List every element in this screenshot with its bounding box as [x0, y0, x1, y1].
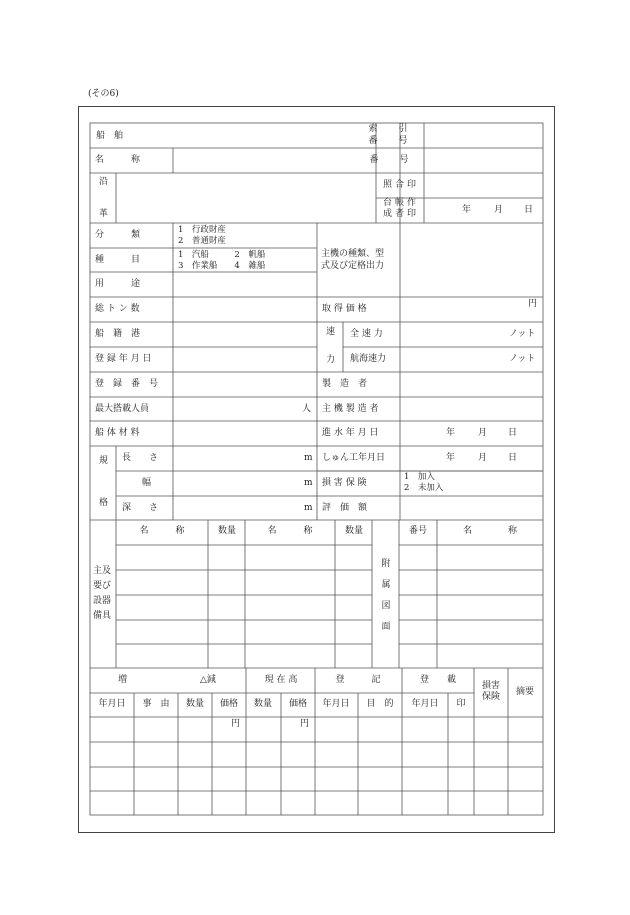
specs-label-1: 規	[99, 456, 109, 466]
gross-tonnage-label: 総 ト ン 数	[95, 304, 140, 314]
type-option-row-1: 1 汽船 2 帆船	[178, 250, 266, 260]
depth-unit: m	[304, 503, 313, 513]
specs-label-2: 格	[99, 498, 109, 508]
max-passengers-label: 最大搭載人員	[95, 404, 150, 414]
date-day-label: 日	[524, 205, 534, 215]
length-label: 長 さ	[122, 453, 159, 463]
form-number-note: (その6)	[88, 89, 119, 99]
yen-unit-2: 円	[300, 719, 310, 729]
ledger-creator-label-2: 成者印	[382, 209, 420, 219]
acquisition-price-unit: 円	[528, 299, 538, 309]
port-of-registry-label: 船 籍 港	[95, 329, 141, 339]
history-label-1: 沿	[99, 177, 109, 187]
equipment-name-header-1: 名 称	[139, 526, 185, 536]
equipment-label-1: 主及	[93, 566, 112, 576]
completion-year-label: 年	[446, 453, 456, 463]
equipment-label-2: 要び	[93, 581, 112, 591]
length-unit: m	[304, 453, 313, 463]
cruising-speed-label: 航海速力	[350, 354, 387, 364]
equipment-qty-header-2: 数量	[344, 526, 364, 536]
use-label: 用 途	[95, 279, 141, 289]
classification-option-1: 1 行政財産	[178, 225, 226, 235]
valuation-label: 評 価 額	[322, 503, 368, 513]
date-month-label: 月	[494, 205, 504, 215]
drawing-number-header: 番号	[408, 526, 428, 536]
increase-label: 増	[118, 675, 128, 685]
equipment-label-3: 設器	[93, 596, 112, 606]
ledger-insurance-label-2: 保険	[481, 692, 501, 702]
full-speed-unit: ノット	[509, 329, 536, 339]
main-engine-label-2: 式及び定格出力	[321, 261, 385, 271]
hull-material-label: 船 体 材 料	[95, 428, 140, 438]
manufacturer-label: 製 造 者	[322, 379, 368, 389]
classification-option-2: 2 普通財産	[178, 236, 226, 246]
width-unit: m	[304, 478, 313, 488]
attached-drawing-label-4: 面	[381, 622, 391, 632]
type-option-row-2: 3 作業船 4 雑船	[178, 261, 266, 271]
col-reason: 事 由	[142, 699, 170, 709]
decrease-label: △減	[200, 675, 216, 685]
full-speed-label: 全 速 力	[350, 329, 383, 339]
current-amount-label: 現 在 高	[264, 675, 298, 685]
launch-date-label: 進 水 年 月 日	[322, 428, 379, 438]
acquisition-price-label: 取 得 価 格	[322, 304, 367, 314]
launch-year-label: 年	[446, 428, 456, 438]
col-date-2: 年月日	[322, 699, 350, 709]
completion-date-label: しゅん工年月日	[322, 453, 386, 463]
number-label: 番 号	[369, 155, 415, 165]
form-heading: 船 舶	[96, 131, 124, 141]
classification-label: 分 類	[95, 230, 141, 240]
col-qty-2: 数量	[253, 699, 273, 709]
col-date-1: 年月日	[98, 699, 126, 709]
ledger-entry-label: 登 載	[419, 675, 457, 685]
ledger-insurance-label-1: 損害	[481, 681, 501, 691]
depth-label: 深 さ	[122, 503, 159, 513]
max-passengers-unit: 人	[302, 404, 312, 414]
attached-drawing-label-2: 属	[381, 580, 391, 590]
equipment-qty-header-1: 数量	[217, 526, 237, 536]
col-price-2: 価格	[288, 699, 308, 709]
type-label: 種 目	[95, 255, 141, 265]
completion-day-label: 日	[508, 453, 518, 463]
index-number-label: 番 号	[368, 136, 414, 146]
equipment-name-header-2: 名 称	[267, 526, 313, 536]
col-price-1: 価格	[219, 699, 239, 709]
name-label: 名 称	[95, 155, 141, 165]
remarks-label: 摘要	[515, 687, 535, 697]
speed-label-1: 速	[326, 327, 336, 337]
insurance-option-1: 1 加入	[404, 472, 435, 482]
equipment-label-4: 備具	[93, 611, 112, 621]
insurance-option-2: 2 未加入	[404, 483, 444, 493]
completion-month-label: 月	[478, 453, 488, 463]
registration-date-label: 登 録 年 月 日	[95, 354, 152, 364]
drawing-name-header: 名 称	[462, 526, 518, 536]
col-date-3: 年月日	[411, 699, 439, 709]
yen-unit-1: 円	[231, 719, 241, 729]
col-qty-1: 数量	[185, 699, 205, 709]
ledger-creator-label-1: 台帳作	[382, 198, 420, 208]
registration-record-label: 登 記	[335, 675, 381, 685]
history-label-2: 革	[99, 209, 109, 219]
width-label: 幅	[142, 478, 152, 488]
date-year-label: 年	[462, 205, 472, 215]
cruising-speed-unit: ノット	[509, 354, 536, 364]
damage-insurance-label: 損 害 保 険	[322, 478, 367, 488]
col-seal: 印	[456, 699, 466, 709]
engine-manufacturer-label: 主 機 製 造 者	[322, 404, 379, 414]
attached-drawing-label-1: 附	[381, 559, 391, 569]
speed-label-2: 力	[326, 355, 336, 365]
index-label: 索 引	[368, 124, 414, 134]
main-engine-label-1: 主機の種類、型	[321, 249, 385, 259]
check-seal-label: 照合印	[382, 180, 420, 190]
registration-number-label: 登 録 番 号	[95, 379, 159, 389]
attached-drawing-label-3: 図	[381, 601, 391, 611]
col-purpose: 目 的	[366, 699, 394, 709]
launch-month-label: 月	[478, 428, 488, 438]
launch-day-label: 日	[508, 428, 518, 438]
